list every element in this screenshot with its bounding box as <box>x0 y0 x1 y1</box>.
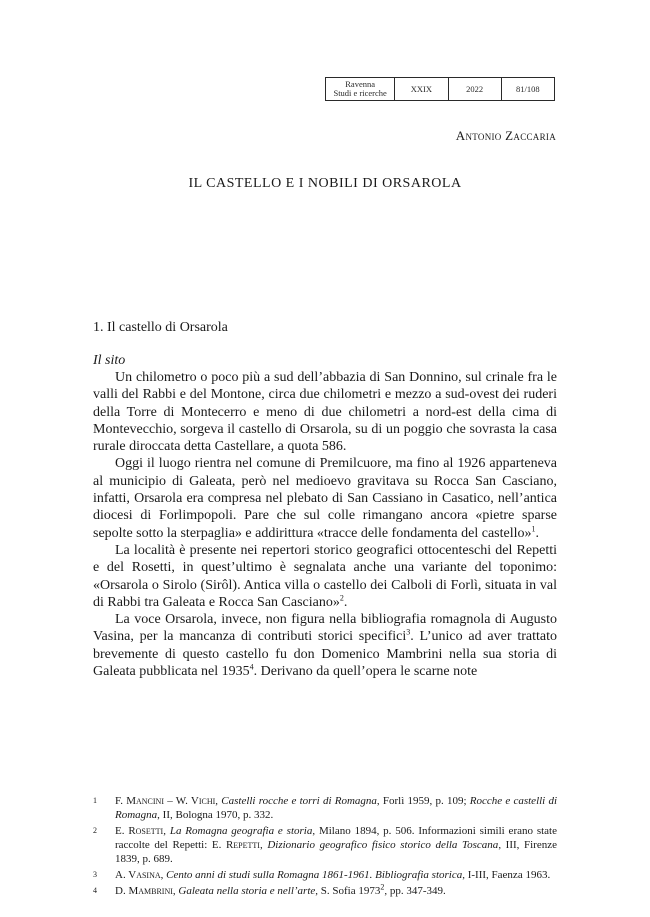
footnote <box>93 868 557 882</box>
footnote-number: 1 <box>93 796 97 805</box>
journal-name-line1: Ravenna <box>345 79 376 89</box>
footnotes <box>93 794 557 900</box>
footnote-text: , Forlì 1959, p. 109; <box>376 795 467 807</box>
subsection-heading: Il sito <box>93 353 126 368</box>
footnote-author: D. Mambrini, <box>115 885 176 897</box>
footnote-author: F. Mancini – W. Vichi, <box>115 795 219 807</box>
footnote-marker[interactable]: 2 <box>339 593 344 603</box>
paragraph <box>93 611 557 680</box>
section-heading: 1. Il castello di Orsarola <box>93 320 228 335</box>
footnote-title: Galeata nella storia e nell’arte <box>178 885 316 897</box>
body-text <box>93 369 557 680</box>
footnote-title: La Romagna geografia e storia <box>169 825 313 837</box>
edition-superscript: 2 <box>380 882 385 892</box>
paragraph-text: Oggi il luogo rientra nel comune di Premilcuore, ma fino al 1926 apparteneva al municipio di Galeata, però nel medioevo gravitava su Rocca San Casciano, infatti, Orsarola era compresa nel plebato di San Cassiano in Casatico, nell’antica diocesi di Forlimpopoli. Pare che sul colle rimangano ancora «pietre sparse sepolte sotto la sterpaglia» e addirittura «tracce delle fondamenta del castello» <box>93 456 557 541</box>
journal-name-cell <box>326 78 395 101</box>
journal-name-line2: Studi e ricerche <box>333 88 387 98</box>
paragraph-text: La località è presente nei repertori storico geografici ottocenteschi del Repetti e del Rosetti, in quest’ultimo è segnalata anche una variante del toponimo: «Orsarola o Sirolo (Sirôl). Antica villa o castello dei Calboli di Forlì, situata in val di Rabbi tra Galeata e Rocca San Casciano» <box>93 542 557 610</box>
footnote <box>93 794 557 822</box>
footnote-text: , S. Sofia 1973 <box>315 885 381 897</box>
paragraph <box>93 455 557 541</box>
paragraph-text: Un chilometro o poco più a sud dell’abbazia di San Donnino, sul crinale fra le valli del Rabbi e del Montone, circa due chilometri e mezzo a sud-ovest dei ruderi della Torre di Montecerro e meno di due chilometri a nord-est della cima di Montevecchio, sorgeva il castello di Orsarola, su di un poggio che sovrasta la casa rurale diroccata detta Castellare, a quota 586. <box>93 370 557 455</box>
author-name: Antonio Zaccaria <box>455 128 556 143</box>
paragraph <box>93 369 557 455</box>
footnote-marker[interactable]: 1 <box>531 524 536 534</box>
paragraph-text: . <box>535 525 539 541</box>
footnote <box>93 884 557 898</box>
volume-cell: XXIX <box>395 78 448 101</box>
paragraph-text: La voce Orsarola, invece, non figura nella bibliografia romagnola di Augusto Vasina, per la mancanza di contributi storici specifici <box>93 612 557 645</box>
footnote-number: 3 <box>93 870 97 879</box>
footnote-title: Cento anni di studi sulla Romagna 1861-1961. Bibliografia storica <box>166 869 463 881</box>
article-title: IL CASTELLO E I NOBILI DI ORSAROLA <box>188 176 462 191</box>
footnote-text: , Milano 1894, p. 506. Informazioni simili erano state raccolte del Repetti: E. <box>115 825 557 851</box>
footnote-text: , pp. 347-349. <box>384 885 446 897</box>
footnote-author: A. Vasina, <box>115 869 164 881</box>
footnote-text: , I-III, Faenza 1963. <box>462 869 551 881</box>
year-cell: 2022 <box>448 78 501 101</box>
footnote-author: E. Rosetti, <box>115 825 166 837</box>
footnote-text: , III, Firenze 1839, p. 689. <box>115 839 557 865</box>
pages-cell: 81/108 <box>501 78 554 101</box>
footnote-title: Rocche e castelli di Romagna <box>115 795 558 821</box>
footnote-number: 2 <box>93 826 97 835</box>
footnote <box>93 824 557 866</box>
footnote-author: Repetti, <box>225 839 263 851</box>
footnote-text: , II, Bologna 1970, p. 332. <box>157 809 274 821</box>
footnote-number: 4 <box>93 886 97 895</box>
footnote-marker[interactable]: 4 <box>249 662 254 672</box>
paragraph-text: . Derivano da quell’opera le scarne note <box>253 664 478 680</box>
paragraph-text: . <box>343 594 348 610</box>
paragraph <box>93 542 557 611</box>
footnote-marker[interactable]: 3 <box>406 627 411 637</box>
footnote-title: Castelli rocche e torri di Romagna <box>221 795 377 807</box>
paragraph-text: . L’unico ad aver trattato brevemente di questo castello fu don Domenico Mambrini nella sua storia di Galeata pubblicata nel 1935 <box>93 629 557 680</box>
journal-header-table <box>325 77 555 101</box>
footnote-title: Dizionario geografico fisico storico della Toscana <box>267 839 499 851</box>
